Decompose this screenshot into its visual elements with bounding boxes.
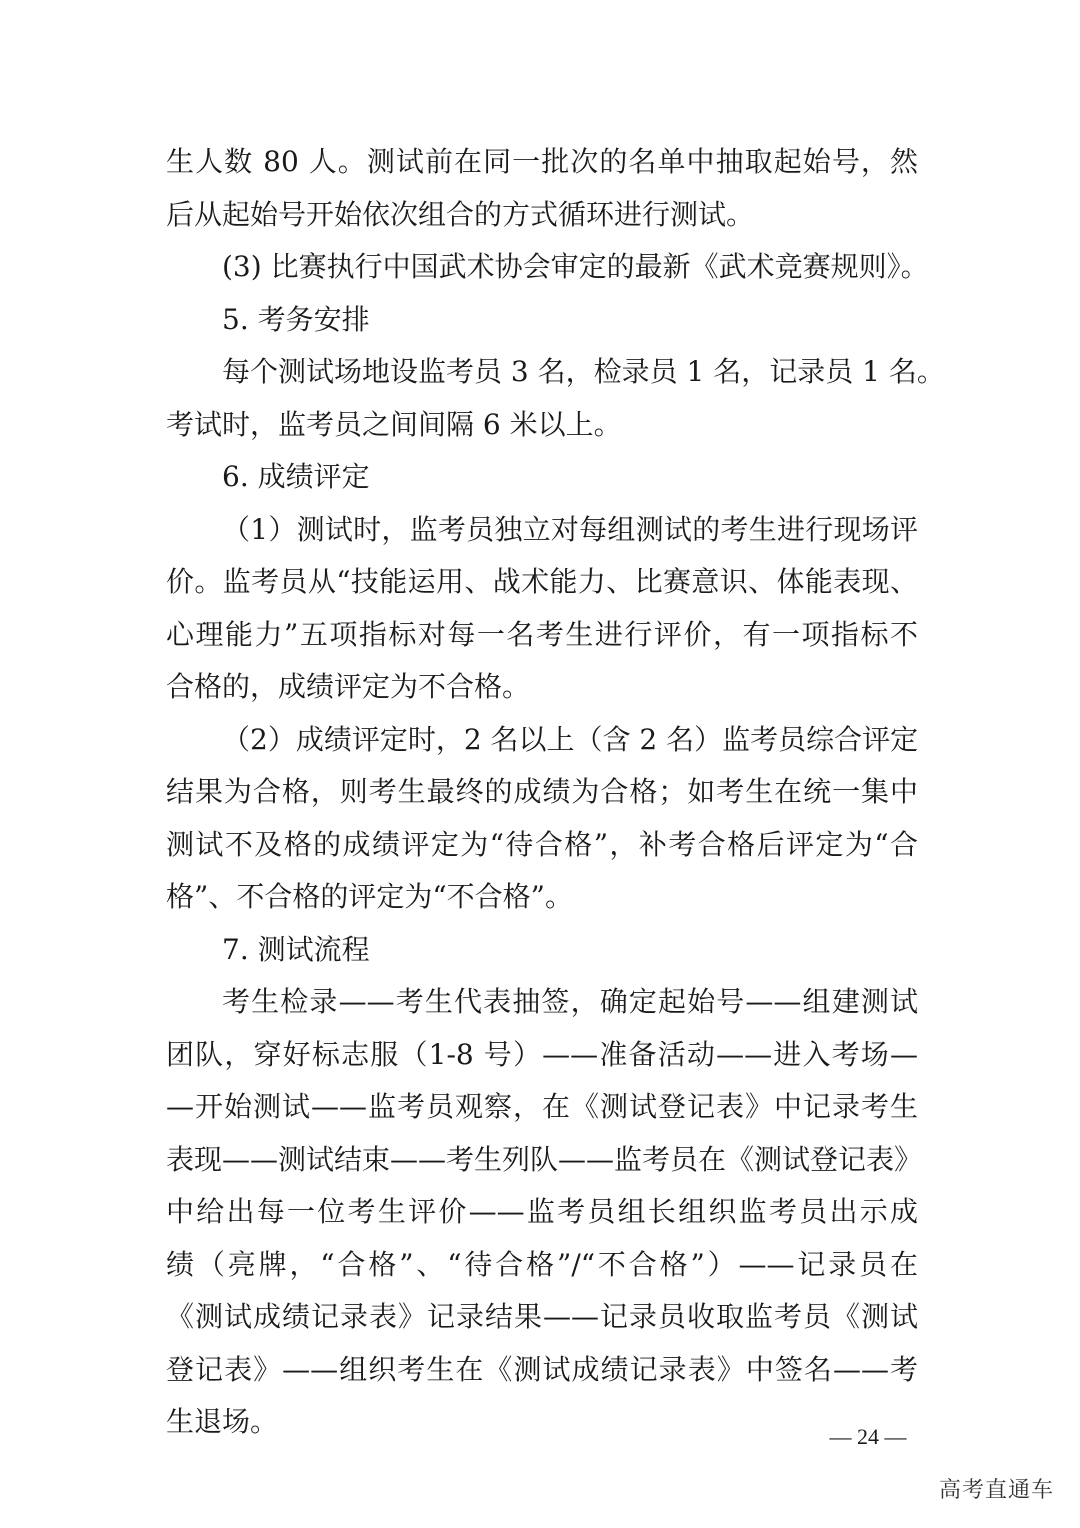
document-body	[166, 136, 945, 1449]
text-line: 7. 测试流程	[222, 932, 370, 966]
text-line: 6. 成绩评定	[222, 460, 370, 493]
text-line: （2）成绩评定时，2 名以上（含 2 名）监考员综合评定	[222, 722, 919, 756]
text-line: 考试时，监考员之间间隔 6 米以上。	[166, 407, 622, 441]
text-line: 生退场。	[166, 1405, 279, 1438]
text-line: —开始测试——监考员观察，在《测试登记表》中记录考生	[166, 1090, 918, 1123]
text-line: 生人数 80 人。测试前在同一批次的名单中抽取起始号，然	[166, 145, 918, 178]
text-line: 表现——测试结束——考生列队——监考员在《测试登记表》	[166, 1142, 923, 1176]
text-line: 《测试成绩记录表》记录结果——记录员收取监考员《测试	[166, 1300, 918, 1333]
text-line: 后从起始号开始依次组合的方式循环进行测试。	[166, 197, 755, 231]
watermark-text: 高考直通车	[938, 1478, 1054, 1503]
page-number: — 24 —	[829, 1424, 907, 1449]
text-line: 中给出每一位考生评价——监考员组长组织监考员出示成	[166, 1195, 918, 1228]
text-line: 每个测试场地设监考员 3 名，检录员 1 名，记录员 1 名。	[222, 355, 945, 388]
text-line: 登记表》——组织考生在《测试成绩记录表》中签名——考	[166, 1352, 918, 1386]
text-line: 结果为合格，则考生最终的成绩为合格；如考生在统一集中	[166, 775, 918, 808]
text-line: 5. 考务安排	[222, 302, 370, 336]
text-line: 价。监考员从“技能运用、战术能力、比赛意识、体能表现、	[166, 565, 918, 598]
text-line: 考生检录——考生代表抽签，确定起始号——组建测试	[222, 985, 918, 1018]
text-line: (3) 比赛执行中国武术协会审定的最新《武术竞赛规则》。	[222, 250, 929, 283]
text-line: 合格的，成绩评定为不合格。	[166, 670, 531, 703]
text-line: 绩（亮牌，“合格”、“待合格”/“不合格”）——记录员在	[166, 1247, 918, 1281]
text-line: （1）测试时，监考员独立对每组测试的考生进行现场评	[222, 512, 918, 546]
text-line: 心理能力”五项指标对每一名考生进行评价，有一项指标不	[166, 617, 918, 651]
text-line: 团队，穿好标志服（1-8 号）——准备活动——进入考场—	[166, 1037, 918, 1071]
text-line: 格”、不合格的评定为“不合格”。	[166, 880, 573, 913]
text-line: 测试不及格的成绩评定为“待合格”，补考合格后评定为“合	[166, 827, 918, 861]
